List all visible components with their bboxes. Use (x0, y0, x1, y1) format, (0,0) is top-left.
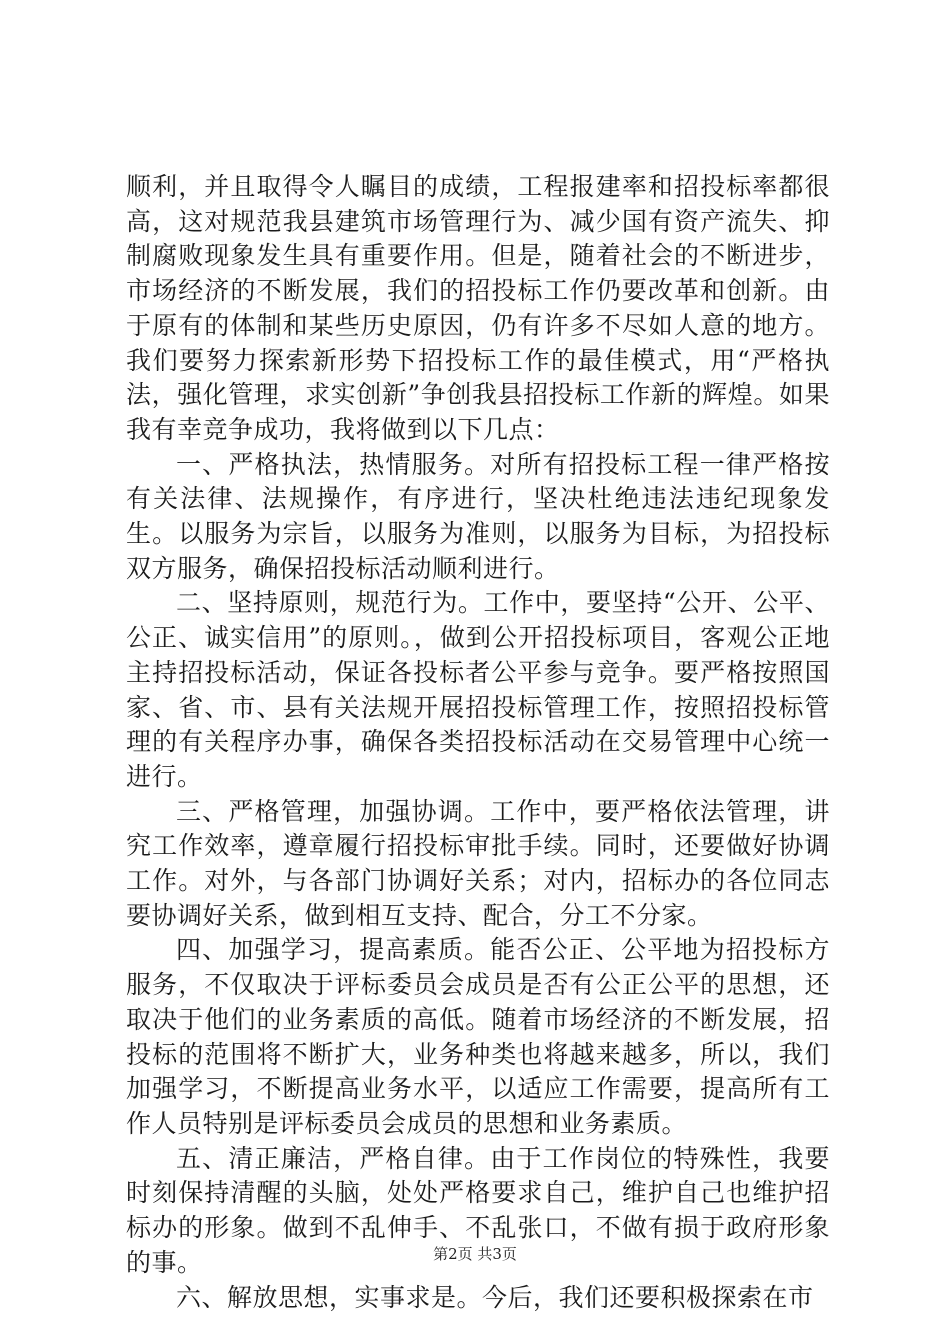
paragraph-point-4: 四、加强学习，提高素质。能否公正、公平地为招投标方服务，不仅取决于评标委员会成员是否有公正公平的思想，还取决于他们的业务素质的高低。随着市场经济的不断发展，招投标的范围将不断扩大，业务种类也将越来越多，所以，我们加强学习，不断提高业务水平，以适应工作需要，提高所有工作人员特别是评标委员会成员的思想和业务素质。 (126, 935, 830, 1138)
body-text (126, 170, 830, 1315)
paragraph-intro: 顺利，并且取得令人瞩目的成绩，工程报建率和招投标率都很高，这对规范我县建筑市场管理行为、减少国有资产流失、抑制腐败现象发生具有重要作用。但是，随着社会的不断进步，市场经济的不断发展，我们的招投标工作仍要改革和创新。由于原有的体制和某些历史原因，仍有许多不尽如人意的地方。我们要努力探索新形势下招投标工作的最佳模式，用“严格执法，强化管理，求实创新”争创我县招投标工作新的辉煌。如果我有幸竞争成功，我将做到以下几点： (126, 172, 830, 444)
paragraph-point-2: 二、坚持原则，规范行为。工作中，要坚持“公开、公平、公正、诚实信用”的原则。，做到公开招投标项目，客观公正地主持招投标活动，保证各投标者公平参与竞争。要严格按照国家、省、市、县有关法规开展招投标管理工作，按照招投标管理的有关程序办事，确保各类招投标活动在交易管理中心统一进行。 (126, 588, 830, 791)
paragraph-point-6: 六、解放思想，实事求是。今后，我们还要积极探索在市 (176, 1282, 814, 1312)
paragraph-point-3: 三、严格管理，加强协调。工作中，要严格依法管理，讲究工作效率，遵章履行招投标审批手续。同时，还要做好协调工作。对外，与各部门协调好关系；对内，招标办的各位同志要协调好关系，做到相互支持、配合，分工不分家。 (126, 796, 830, 930)
page-number-footer: 第2页 共3页 (433, 1245, 517, 1263)
paragraph-point-5: 五、清正廉洁，严格自律。由于工作岗位的特殊性，我要时刻保持清醒的头脑，处处严格要求自己，维护自己也维护招标办的形象。做到不乱伸手、不乱张口，不做有损于政府形象的事。 (126, 1143, 830, 1277)
paragraph-point-1: 一、严格执法，热情服务。对所有招投标工程一律严格按有关法律、法规操作，有序进行，坚决杜绝违法违纪现象发生。以服务为宗旨，以服务为准则，以服务为目标，为招投标双方服务，确保招投标活动顺利进行。 (126, 449, 830, 583)
